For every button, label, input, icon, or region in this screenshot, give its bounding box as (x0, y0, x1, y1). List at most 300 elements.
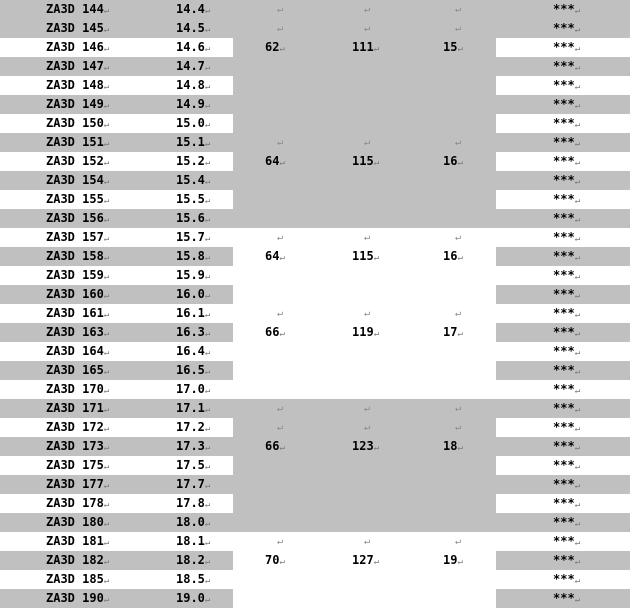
value-cell (176, 399, 210, 420)
model-cell (46, 209, 109, 230)
paragraph-mark-icon: ↵ (103, 405, 110, 415)
value-cell (176, 190, 210, 211)
paragraph-mark-icon: ↵ (455, 232, 462, 243)
paragraph-mark-icon: ↵ (373, 253, 380, 263)
rating-text: *** (553, 154, 575, 168)
model-text: ZA3D 151 (46, 135, 104, 149)
model-cell (46, 437, 109, 458)
model-text: ZA3D 180 (46, 515, 104, 529)
rating-text: *** (553, 496, 575, 510)
value-cell (176, 361, 210, 382)
paragraph-mark-icon: ↵ (279, 557, 285, 567)
value-cell (176, 304, 210, 325)
rating-cell (553, 247, 580, 268)
paragraph-mark-icon: ↵ (204, 101, 211, 111)
model-text: ZA3D 171 (46, 401, 104, 415)
paragraph-mark-icon: ↵ (574, 234, 581, 244)
value-text: 15.7 (176, 230, 205, 244)
group-value-cell (265, 38, 285, 59)
group-value-text: 19 (443, 553, 458, 567)
rating-cell (553, 361, 580, 382)
paragraph-mark-icon: ↵ (204, 44, 211, 54)
model-cell (46, 532, 109, 553)
value-text: 17.2 (176, 420, 205, 434)
value-cell (176, 266, 210, 287)
paragraph-mark-icon: ↵ (364, 308, 371, 319)
rating-text: *** (553, 135, 575, 149)
rating-text: *** (553, 192, 575, 206)
rating-cell (553, 513, 580, 534)
rating-cell (553, 190, 580, 211)
value-text: 14.5 (176, 21, 205, 35)
value-text: 18.0 (176, 515, 205, 529)
model-cell (46, 0, 109, 21)
paragraph-mark-icon: ↵ (204, 595, 211, 605)
paragraph-mark-icon: ↵ (103, 386, 110, 396)
paragraph-mark-icon: ↵ (364, 422, 371, 433)
model-cell (46, 247, 109, 268)
model-cell (46, 570, 109, 591)
rating-text: *** (553, 439, 575, 453)
model-cell (46, 190, 109, 211)
paragraph-mark-icon: ↵ (204, 63, 211, 73)
model-cell (46, 475, 109, 496)
paragraph-mark-icon: ↵ (574, 63, 581, 73)
model-cell (46, 266, 109, 287)
model-text: ZA3D 152 (46, 154, 104, 168)
paragraph-mark-icon: ↵ (277, 536, 284, 547)
model-cell (46, 38, 109, 59)
paragraph-mark-icon: ↵ (204, 557, 211, 567)
paragraph-mark-icon: ↵ (373, 443, 380, 453)
group-value-cell (443, 152, 463, 173)
value-text: 16.1 (176, 306, 205, 320)
paragraph-mark-icon: ↵ (455, 422, 462, 433)
model-text: ZA3D 172 (46, 420, 104, 434)
model-cell (46, 19, 109, 40)
rating-cell (553, 19, 580, 40)
model-cell (46, 323, 109, 344)
rating-text: *** (553, 2, 575, 16)
paragraph-mark-icon: ↵ (279, 329, 285, 339)
value-text: 15.9 (176, 268, 205, 282)
value-text: 15.8 (176, 249, 205, 263)
value-text: 14.9 (176, 97, 205, 111)
rating-cell (553, 171, 580, 192)
value-cell (176, 418, 210, 439)
rating-cell (553, 494, 580, 515)
paragraph-mark-icon: ↵ (204, 6, 211, 16)
value-cell (176, 475, 210, 496)
value-text: 17.5 (176, 458, 205, 472)
paragraph-mark-icon: ↵ (103, 101, 110, 111)
rating-cell (553, 323, 580, 344)
paragraph-mark-icon: ↵ (103, 329, 110, 339)
value-cell (176, 76, 210, 97)
paragraph-mark-icon: ↵ (103, 538, 110, 548)
paragraph-mark-icon: ↵ (574, 215, 581, 225)
paragraph-mark-icon: ↵ (373, 158, 380, 168)
value-text: 15.2 (176, 154, 205, 168)
paragraph-mark-icon: ↵ (277, 4, 284, 15)
rating-cell (553, 589, 580, 610)
paragraph-mark-icon: ↵ (455, 137, 462, 148)
paragraph-mark-icon: ↵ (574, 386, 581, 396)
group-value-cell (265, 247, 285, 268)
rating-text: *** (553, 249, 575, 263)
paragraph-mark-icon: ↵ (574, 272, 581, 282)
rating-cell (553, 380, 580, 401)
rating-text: *** (553, 382, 575, 396)
model-text: ZA3D 170 (46, 382, 104, 396)
paragraph-mark-icon: ↵ (373, 329, 380, 339)
rating-cell (553, 38, 580, 59)
value-text: 15.6 (176, 211, 205, 225)
model-cell (46, 171, 109, 192)
value-text: 18.2 (176, 553, 205, 567)
paragraph-mark-icon: ↵ (204, 272, 211, 282)
model-text: ZA3D 147 (46, 59, 104, 73)
rating-cell (553, 285, 580, 306)
model-text: ZA3D 161 (46, 306, 104, 320)
rating-text: *** (553, 401, 575, 415)
group-value-cell (352, 38, 379, 59)
paragraph-mark-icon: ↵ (574, 82, 581, 92)
rating-text: *** (553, 287, 575, 301)
rating-text: *** (553, 458, 575, 472)
paragraph-mark-icon: ↵ (373, 557, 380, 567)
value-text: 18.5 (176, 572, 205, 586)
paragraph-mark-icon: ↵ (457, 329, 463, 339)
paragraph-mark-icon: ↵ (574, 291, 581, 301)
value-text: 16.5 (176, 363, 205, 377)
rating-cell (553, 133, 580, 154)
paragraph-mark-icon: ↵ (204, 196, 211, 206)
paragraph-mark-icon: ↵ (574, 443, 581, 453)
paragraph-mark-icon: ↵ (574, 253, 581, 263)
group-value-cell (443, 247, 463, 268)
rating-text: *** (553, 21, 575, 35)
group-value-cell (352, 323, 379, 344)
paragraph-mark-icon: ↵ (103, 576, 110, 586)
paragraph-mark-icon: ↵ (103, 462, 110, 472)
paragraph-mark-icon: ↵ (204, 139, 211, 149)
model-cell (46, 304, 109, 325)
paragraph-mark-icon: ↵ (574, 158, 581, 168)
rating-text: *** (553, 534, 575, 548)
value-text: 17.1 (176, 401, 205, 415)
paragraph-mark-icon: ↵ (204, 576, 211, 586)
value-cell (176, 437, 210, 458)
paragraph-mark-icon: ↵ (574, 481, 581, 491)
model-text: ZA3D 185 (46, 572, 104, 586)
value-cell (176, 532, 210, 553)
model-cell (46, 114, 109, 135)
paragraph-mark-icon: ↵ (103, 424, 110, 434)
model-cell (46, 513, 109, 534)
group-value-text: 115 (352, 154, 374, 168)
rating-text: *** (553, 477, 575, 491)
paragraph-mark-icon: ↵ (204, 177, 211, 187)
group-value-text: 18 (443, 439, 458, 453)
rating-text: *** (553, 344, 575, 358)
group-value-cell (265, 152, 285, 173)
paragraph-mark-icon: ↵ (103, 291, 110, 301)
paragraph-mark-icon: ↵ (574, 424, 581, 434)
group-value-text: 64 (265, 154, 280, 168)
model-text: ZA3D 190 (46, 591, 104, 605)
group-value-cell (265, 323, 285, 344)
value-cell (176, 114, 210, 135)
value-text: 18.1 (176, 534, 205, 548)
paragraph-mark-icon: ↵ (455, 308, 462, 319)
rating-cell (553, 76, 580, 97)
model-cell (46, 152, 109, 173)
model-cell (46, 342, 109, 363)
model-cell (46, 133, 109, 154)
paragraph-mark-icon: ↵ (103, 272, 110, 282)
paragraph-mark-icon: ↵ (103, 367, 110, 377)
paragraph-mark-icon: ↵ (204, 291, 211, 301)
model-cell (46, 494, 109, 515)
paragraph-mark-icon: ↵ (279, 44, 285, 54)
paragraph-mark-icon: ↵ (204, 500, 211, 510)
value-text: 16.4 (176, 344, 205, 358)
group-value-cell (265, 437, 285, 458)
paragraph-mark-icon: ↵ (574, 329, 581, 339)
model-text: ZA3D 150 (46, 116, 104, 130)
value-cell (176, 247, 210, 268)
value-cell (176, 209, 210, 230)
paragraph-mark-icon: ↵ (574, 101, 581, 111)
model-text: ZA3D 148 (46, 78, 104, 92)
group-value-text: 16 (443, 154, 458, 168)
model-cell (46, 285, 109, 306)
value-cell (176, 570, 210, 591)
paragraph-mark-icon: ↵ (277, 137, 284, 148)
value-cell (176, 38, 210, 59)
paragraph-mark-icon: ↵ (574, 367, 581, 377)
model-cell (46, 418, 109, 439)
paragraph-mark-icon: ↵ (204, 25, 211, 35)
paragraph-mark-icon: ↵ (574, 405, 581, 415)
paragraph-mark-icon: ↵ (204, 386, 211, 396)
value-text: 15.1 (176, 135, 205, 149)
group-value-text: 127 (352, 553, 374, 567)
value-text: 16.0 (176, 287, 205, 301)
value-cell (176, 133, 210, 154)
value-cell (176, 0, 210, 21)
paragraph-mark-icon: ↵ (103, 44, 110, 54)
rating-cell (553, 114, 580, 135)
paragraph-mark-icon: ↵ (204, 348, 211, 358)
rating-text: *** (553, 97, 575, 111)
paragraph-mark-icon: ↵ (277, 232, 284, 243)
paragraph-mark-icon: ↵ (364, 137, 371, 148)
paragraph-mark-icon: ↵ (204, 367, 211, 377)
model-cell (46, 57, 109, 78)
paragraph-mark-icon: ↵ (204, 462, 211, 472)
rating-cell (553, 304, 580, 325)
rating-text: *** (553, 306, 575, 320)
paragraph-mark-icon: ↵ (364, 403, 371, 414)
value-cell (176, 456, 210, 477)
rating-cell (553, 152, 580, 173)
paragraph-mark-icon: ↵ (204, 329, 211, 339)
paragraph-mark-icon: ↵ (574, 25, 581, 35)
paragraph-mark-icon: ↵ (103, 6, 110, 16)
rating-cell (553, 95, 580, 116)
model-text: ZA3D 157 (46, 230, 104, 244)
rating-text: *** (553, 40, 575, 54)
model-cell (46, 228, 109, 249)
paragraph-mark-icon: ↵ (204, 253, 211, 263)
model-text: ZA3D 158 (46, 249, 104, 263)
value-cell (176, 171, 210, 192)
paragraph-mark-icon: ↵ (204, 120, 211, 130)
value-cell (176, 380, 210, 401)
paragraph-mark-icon: ↵ (279, 443, 285, 453)
model-text: ZA3D 155 (46, 192, 104, 206)
paragraph-mark-icon: ↵ (204, 405, 211, 415)
paragraph-mark-icon: ↵ (204, 519, 211, 529)
paragraph-mark-icon: ↵ (455, 536, 462, 547)
rating-text: *** (553, 553, 575, 567)
rating-cell (553, 475, 580, 496)
group-value-cell (352, 247, 379, 268)
model-cell (46, 399, 109, 420)
rating-text: *** (553, 173, 575, 187)
rating-cell (553, 551, 580, 572)
value-cell (176, 95, 210, 116)
paragraph-mark-icon: ↵ (457, 44, 463, 54)
model-text: ZA3D 164 (46, 344, 104, 358)
model-cell (46, 76, 109, 97)
paragraph-mark-icon: ↵ (103, 120, 110, 130)
rating-cell (553, 266, 580, 287)
group-value-text: 62 (265, 40, 280, 54)
paragraph-mark-icon: ↵ (455, 4, 462, 15)
value-cell (176, 342, 210, 363)
model-text: ZA3D 163 (46, 325, 104, 339)
paragraph-mark-icon: ↵ (277, 422, 284, 433)
paragraph-mark-icon: ↵ (103, 63, 110, 73)
group-value-text: 64 (265, 249, 280, 263)
value-cell (176, 513, 210, 534)
paragraph-mark-icon: ↵ (103, 215, 110, 225)
paragraph-mark-icon: ↵ (574, 44, 581, 54)
paragraph-mark-icon: ↵ (574, 462, 581, 472)
rating-cell (553, 342, 580, 363)
paragraph-mark-icon: ↵ (103, 196, 110, 206)
value-cell (176, 19, 210, 40)
value-text: 14.7 (176, 59, 205, 73)
paragraph-mark-icon: ↵ (103, 139, 110, 149)
paragraph-mark-icon: ↵ (103, 234, 110, 244)
model-cell (46, 456, 109, 477)
paragraph-mark-icon: ↵ (204, 310, 211, 320)
value-text: 15.5 (176, 192, 205, 206)
rating-cell (553, 418, 580, 439)
paragraph-mark-icon: ↵ (103, 481, 110, 491)
value-text: 17.3 (176, 439, 205, 453)
paragraph-mark-icon: ↵ (457, 557, 463, 567)
group-value-text: 17 (443, 325, 458, 339)
model-text: ZA3D 160 (46, 287, 104, 301)
paragraph-mark-icon: ↵ (574, 348, 581, 358)
group-value-text: 66 (265, 439, 280, 453)
rating-text: *** (553, 420, 575, 434)
paragraph-mark-icon: ↵ (103, 177, 110, 187)
paragraph-mark-icon: ↵ (574, 576, 581, 586)
value-cell (176, 323, 210, 344)
paragraph-mark-icon: ↵ (204, 215, 211, 225)
model-text: ZA3D 159 (46, 268, 104, 282)
value-text: 15.4 (176, 173, 205, 187)
paragraph-mark-icon: ↵ (574, 519, 581, 529)
model-text: ZA3D 149 (46, 97, 104, 111)
paragraph-mark-icon: ↵ (103, 557, 110, 567)
group-value-cell (443, 551, 463, 572)
group-value-cell (352, 437, 379, 458)
rating-text: *** (553, 211, 575, 225)
rating-text: *** (553, 325, 575, 339)
paragraph-mark-icon: ↵ (455, 23, 462, 34)
value-cell (176, 494, 210, 515)
paragraph-mark-icon: ↵ (455, 403, 462, 414)
paragraph-mark-icon: ↵ (204, 424, 211, 434)
paragraph-mark-icon: ↵ (277, 403, 284, 414)
model-text: ZA3D 182 (46, 553, 104, 567)
group-value-text: 16 (443, 249, 458, 263)
model-text: ZA3D 156 (46, 211, 104, 225)
group-value-cell (352, 152, 379, 173)
rating-cell (553, 57, 580, 78)
group-value-text: 111 (352, 40, 374, 54)
value-text: 17.0 (176, 382, 205, 396)
paragraph-mark-icon: ↵ (103, 158, 110, 168)
rating-text: *** (553, 515, 575, 529)
paragraph-mark-icon: ↵ (277, 308, 284, 319)
group-value-cell (443, 38, 463, 59)
rating-cell (553, 570, 580, 591)
model-text: ZA3D 175 (46, 458, 104, 472)
paragraph-mark-icon: ↵ (574, 177, 581, 187)
paragraph-mark-icon: ↵ (103, 25, 110, 35)
paragraph-mark-icon: ↵ (364, 4, 371, 15)
value-text: 14.8 (176, 78, 205, 92)
paragraph-mark-icon: ↵ (204, 234, 211, 244)
value-cell (176, 285, 210, 306)
value-cell (176, 57, 210, 78)
rating-text: *** (553, 59, 575, 73)
paragraph-mark-icon: ↵ (574, 120, 581, 130)
group-value-cell (443, 323, 463, 344)
rating-cell (553, 437, 580, 458)
paragraph-mark-icon: ↵ (574, 500, 581, 510)
model-cell (46, 589, 109, 610)
model-cell (46, 551, 109, 572)
paragraph-mark-icon: ↵ (364, 232, 371, 243)
rating-text: *** (553, 116, 575, 130)
model-text: ZA3D 146 (46, 40, 104, 54)
value-cell (176, 228, 210, 249)
paragraph-mark-icon: ↵ (457, 253, 463, 263)
model-text: ZA3D 181 (46, 534, 104, 548)
paragraph-mark-icon: ↵ (204, 158, 211, 168)
rating-cell (553, 456, 580, 477)
paragraph-mark-icon: ↵ (103, 253, 110, 263)
